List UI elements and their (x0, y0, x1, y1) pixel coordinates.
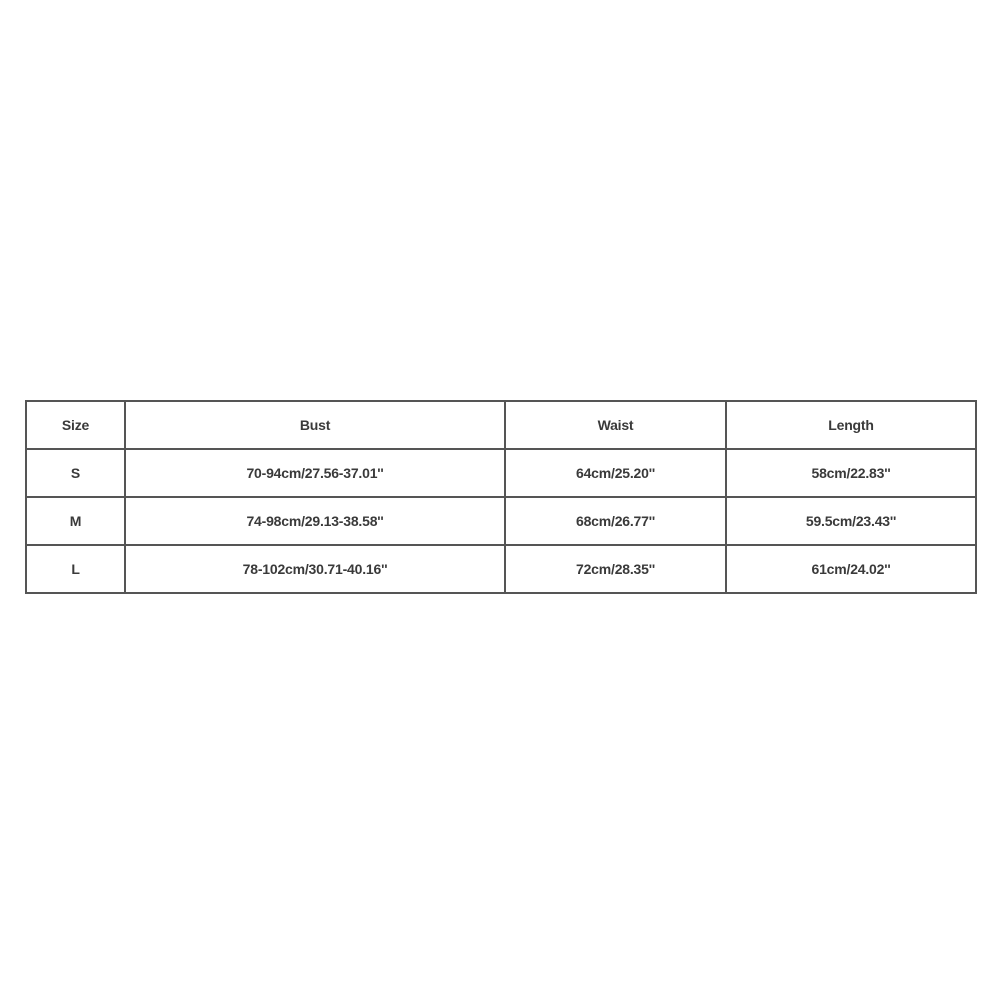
size-chart-table (25, 400, 977, 594)
table-row (26, 497, 976, 545)
cell-waist: 68cm/26.77'' (505, 497, 726, 545)
table-row (26, 449, 976, 497)
cell-length: 61cm/24.02'' (726, 545, 976, 593)
cell-waist: 64cm/25.20'' (505, 449, 726, 497)
cell-length: 59.5cm/23.43'' (726, 497, 976, 545)
cell-size: M (26, 497, 125, 545)
cell-bust: 74-98cm/29.13-38.58'' (125, 497, 505, 545)
cell-waist: 72cm/28.35'' (505, 545, 726, 593)
cell-length: 58cm/22.83'' (726, 449, 976, 497)
cell-bust: 70-94cm/27.56-37.01'' (125, 449, 505, 497)
header-length: Length (726, 401, 976, 449)
cell-bust: 78-102cm/30.71-40.16'' (125, 545, 505, 593)
header-bust: Bust (125, 401, 505, 449)
cell-size: S (26, 449, 125, 497)
table-row (26, 545, 976, 593)
header-waist: Waist (505, 401, 726, 449)
table-header-row (26, 401, 976, 449)
cell-size: L (26, 545, 125, 593)
header-size: Size (26, 401, 125, 449)
